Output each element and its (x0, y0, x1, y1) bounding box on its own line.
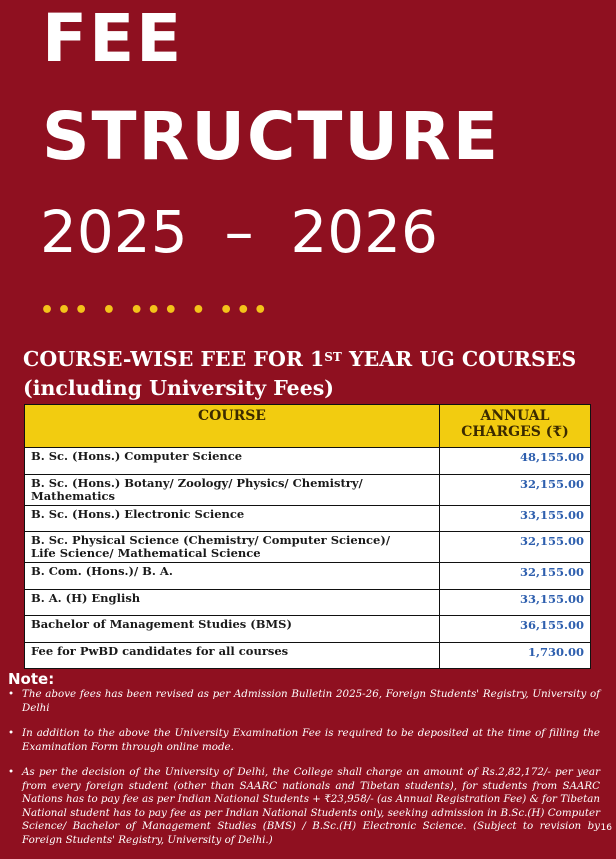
heading-line1-start: COURSE-WISE FEE FOR 1 (23, 347, 325, 371)
section-heading (23, 345, 603, 403)
note-item: • The above fees has been revised as per Admission Bulletin 2025-26, Foreign Students' Registry, University of Delhi (8, 688, 600, 715)
notes-list (8, 688, 600, 859)
annual-charge: 48,155.00 (440, 448, 591, 475)
title-fee: FEE (42, 0, 184, 77)
table-row (25, 563, 591, 590)
charges-column-header: ANNUAL CHARGES (₹) (440, 405, 591, 448)
note-item: • In addition to the above the University Examination Fee is required to be deposited at the time of filling the Examination Form through online mode. (8, 727, 600, 754)
table-row (25, 532, 591, 563)
course-column-header: COURSE (25, 405, 440, 448)
annual-charge: 32,155.00 (440, 474, 591, 505)
fee-table (24, 404, 591, 669)
annual-charge: 33,155.00 (440, 505, 591, 532)
table-row (25, 642, 591, 669)
academic-years: 2025 – 2026 (40, 198, 438, 266)
table-row (25, 448, 591, 475)
annual-charge: 32,155.00 (440, 532, 591, 563)
table-row (25, 474, 591, 505)
course-name: Bachelor of Management Studies (BMS) (25, 616, 440, 643)
table-row (25, 616, 591, 643)
decorative-dots: ••• • ••• • ••• (40, 298, 271, 323)
course-name: Fee for PwBD candidates for all courses (25, 642, 440, 669)
table-row (25, 505, 591, 532)
course-name: B. Sc. Physical Science (Chemistry/ Computer Science)/ Life Science/ Mathematical Science (25, 532, 440, 563)
course-name: B. Com. (Hons.)/ B. A. (25, 563, 440, 590)
note-title: Note: (8, 670, 55, 688)
annual-charge: 32,155.00 (440, 563, 591, 590)
note-item: • As per the decision of the University of Delhi, the College shall charge an amount of Rs.2,82,172/- per year from every foreign student (other than SAARC nationals and Tibetan students), for students from SAARC Nations has to pay fee as per Indian National Students + ₹23,958/- (as Annual Registration Fee) & for Tibetan National student has to pay fee as per Indian National Students only, seeking admission in B.Sc.(H) Computer Science/ Bachelor of Management Studies (BMS) / B.Sc.(H) Electronic Science. (Subject to revision by Foreign Students' Registry, University of Delhi.) (8, 766, 600, 847)
heading-superscript: ST (324, 350, 342, 364)
annual-charge: 33,155.00 (440, 589, 591, 616)
annual-charge: 36,155.00 (440, 616, 591, 643)
title-structure: STRUCTURE (42, 98, 500, 175)
course-name: B. Sc. (Hons.) Computer Science (25, 448, 440, 475)
table-row (25, 589, 591, 616)
course-name: B. Sc. (Hons.) Electronic Science (25, 505, 440, 532)
annual-charge: 1,730.00 (440, 642, 591, 669)
heading-line1-end: YEAR UG COURSES (341, 347, 577, 371)
course-name: B. Sc. (Hons.) Botany/ Zoology/ Physics/ Chemistry/ Mathematics (25, 474, 440, 505)
course-name: B. A. (H) English (25, 589, 440, 616)
page-number: 16 (600, 823, 612, 833)
heading-line2: (including University Fees) (23, 376, 334, 400)
